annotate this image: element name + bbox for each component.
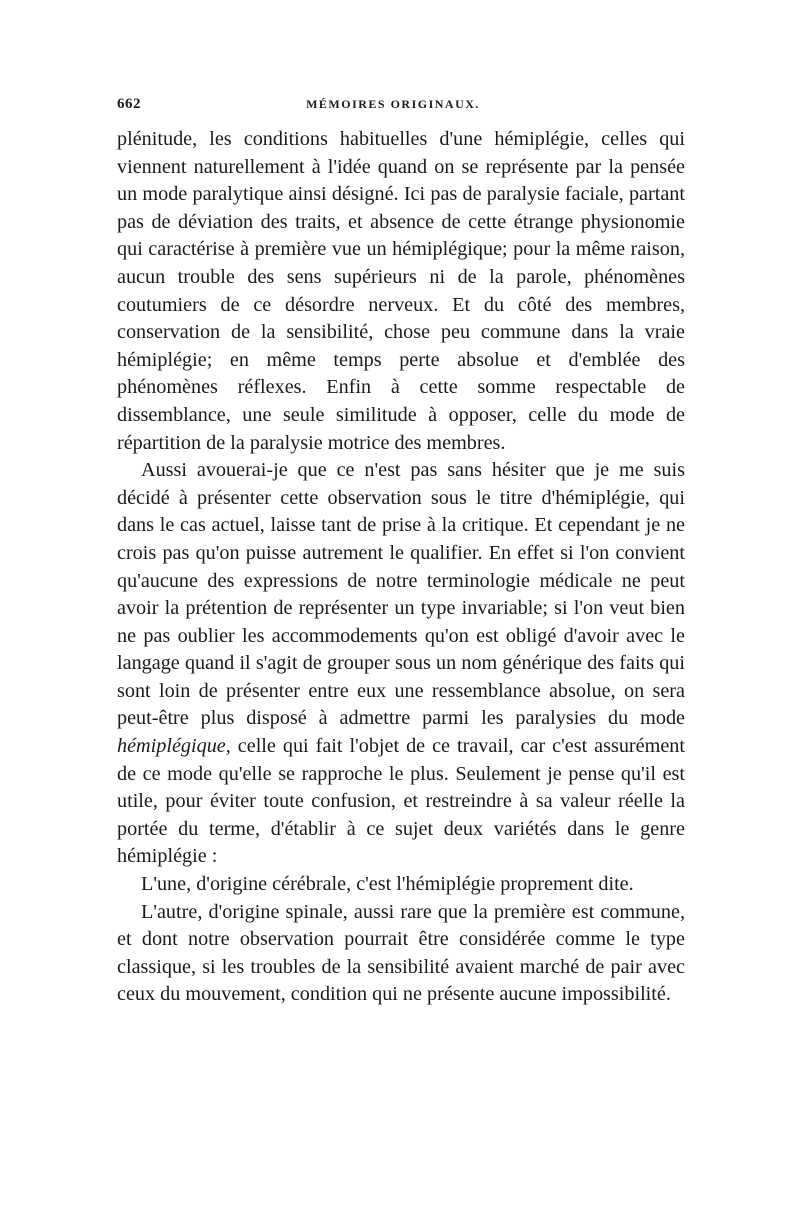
running-title: MÉMOIRES ORIGINAUX. [306,97,480,111]
paragraph-3: L'une, d'origine cérébrale, c'est l'hémiplégie proprement dite. [141,873,634,896]
paragraph-2-part-2: , celle qui fait l'objet de ce travail, car c'est assurément de ce mode qu'elle se rapproche le plus. Seulement je pense qu'il est utile, pour éviter toute confusion, et restreindre à sa valeur réelle la portée du terme, d'établir à ce sujet deux variétés dans le genre hémiplégie : [117,735,685,868]
paragraph-4: L'autre, d'origine spinale, aussi rare que la première est commune, et dont notre observation pourrait être considérée comme le type classique, si les troubles de la sensibilité avaient marché de pair avec ceux du mouvement, condition qui ne présente aucune impossibilité. [117,900,685,1006]
paragraph-2-part-1: Aussi avouerai-je que ce n'est pas sans hésiter que je me suis décidé à présenter cette observation sous le titre d'hémiplégie, qui dans le cas actuel, laisse tant de prise à la critique. Et cependant je ne crois pas qu'on puisse autrement le qualifier. En effet si l'on convient qu'aucune des expressions de notre terminologie médicale ne peut avoir la prétention de représenter un type invariable; si l'on veut bien ne pas oublier les accommodements qu'on est obligé d'avoir avec le langage quand il s'agit de grouper sous un nom générique des faits qui sont loin de présenter entre eux une ressemblance absolue, on sera peut-être plus disposé à admettre parmi les paralysies du mode [117,459,685,730]
paragraph-2-emphasis: hémiplégique [117,735,226,758]
page-number: 662 [117,96,141,112]
page-header [117,96,685,126]
paragraph-1: plénitude, les conditions habituelles d'une hémiplégie, celles qui viennent naturellement à l'idée quand on se représente par la pensée un mode paralytique ainsi désigné. Ici pas de paralysie faciale, partant pas de déviation des traits, et absence de cette étrange physionomie qui caractérise à première vue un hémiplégique; pour la même raison, aucun trouble des sens supérieurs ni de la parole, phénomènes coutumiers de ce désordre nerveux. Et du côté des membres, conservation de la sensibilité, chose peu commune dans la vraie hémiplégie; en même temps perte absolue et d'emblée des phénomènes réflexes. Enfin à cette somme respectable de dissemblance, une seule similitude à opposer, celle du mode de répartition de la paralysie motrice des membres. [117,128,685,454]
book-page [117,96,685,1009]
paragraph-2 [117,457,685,871]
